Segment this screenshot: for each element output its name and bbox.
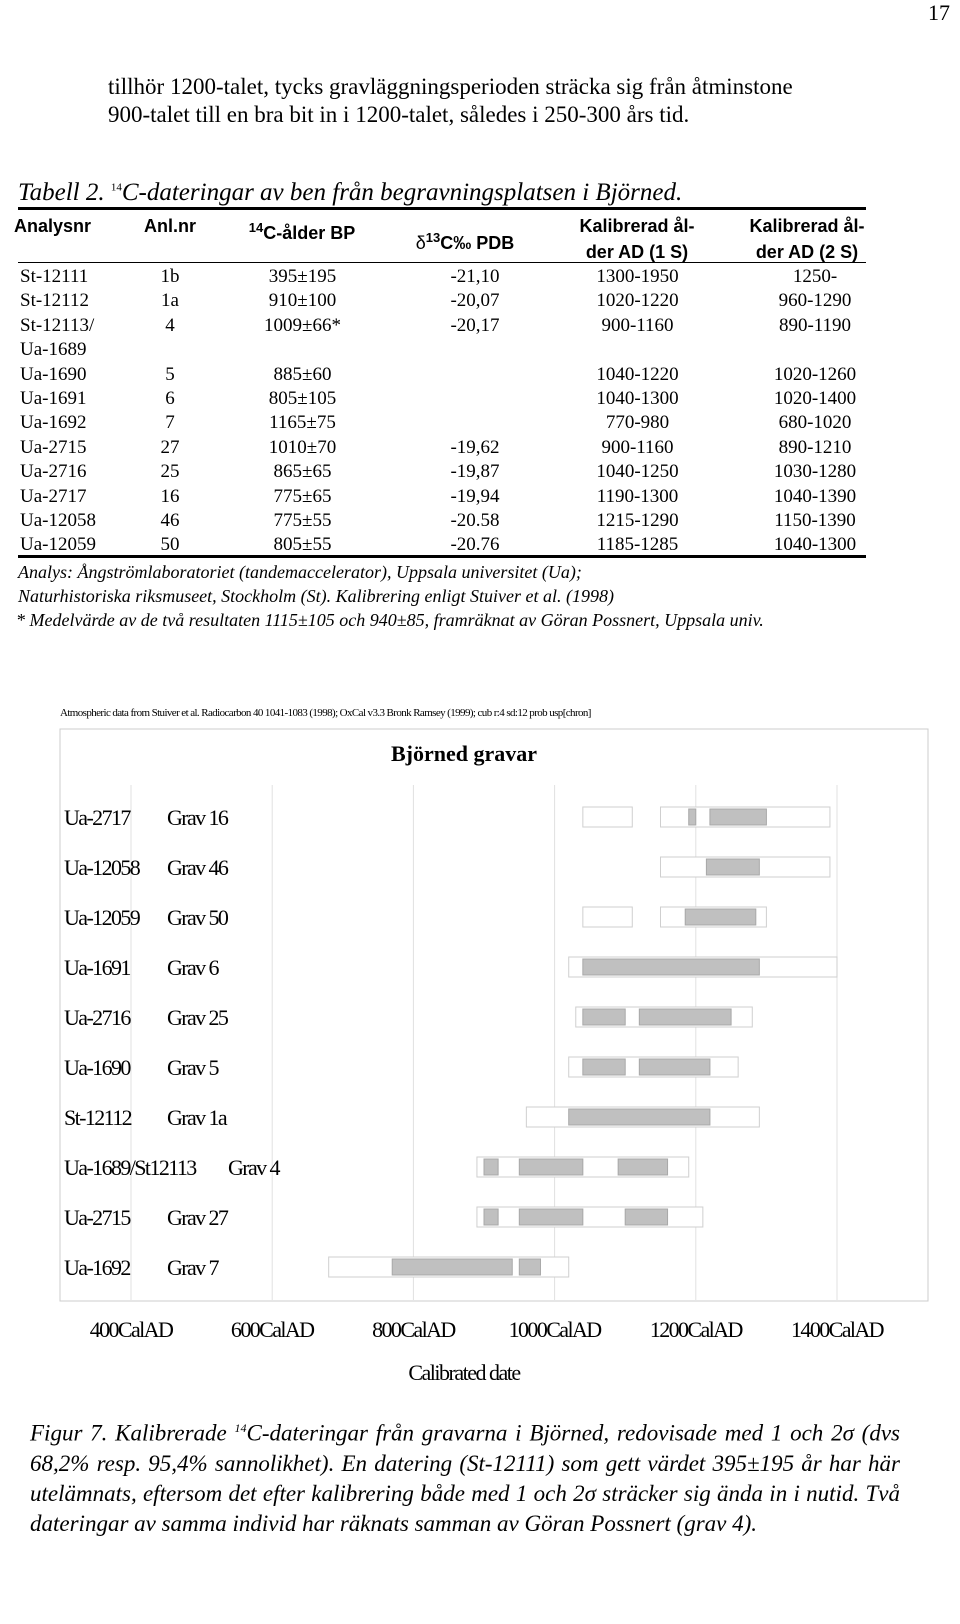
table-cell-analysnr: St-12112 bbox=[20, 290, 89, 312]
table-cell: 1040-1250 bbox=[596, 461, 679, 483]
table-cell: 775±65 bbox=[273, 485, 332, 507]
row-grave-label: Grav 6 bbox=[167, 955, 218, 980]
header-delta-sup: 13 bbox=[425, 230, 441, 245]
row-grave-label: Grav 50 bbox=[167, 905, 228, 930]
table-cell: 960-1290 bbox=[778, 290, 852, 312]
table-cell: 910±100 bbox=[268, 290, 337, 312]
table-cell-analysnr: Ua-1689 bbox=[20, 339, 87, 361]
range-1sigma-bar bbox=[484, 1159, 498, 1175]
table-cell: 1010±70 bbox=[268, 436, 337, 458]
table-cell: 1020-1400 bbox=[773, 388, 857, 409]
table-cell: 885±60 bbox=[273, 363, 332, 385]
range-1sigma-bar bbox=[625, 1209, 667, 1225]
intro-line-2: 900-talet till en bra bit in i 1200-talet, således i 250-300 års tid. bbox=[108, 102, 690, 127]
table-cell: -20,07 bbox=[450, 290, 500, 312]
range-1sigma-bar bbox=[519, 1259, 540, 1275]
table-cell-analysnr: Ua-12059 bbox=[20, 534, 96, 556]
x-axis-label: Calibrated date bbox=[408, 1360, 520, 1385]
table-cell: 5 bbox=[165, 363, 175, 385]
table-cell: -20,17 bbox=[450, 314, 500, 336]
header-kal2 bbox=[717, 214, 897, 264]
row-grave-label: Grav 5 bbox=[167, 1055, 218, 1080]
row-label: Ua-2716 bbox=[64, 1005, 130, 1030]
chart-title: Björned gravar bbox=[390, 741, 538, 766]
row-label: St-12112 bbox=[64, 1105, 132, 1130]
table-cell: -20.76 bbox=[450, 534, 500, 556]
table-caption-prefix: Tabell 2. bbox=[18, 179, 111, 206]
table-cell: 1215-1290 bbox=[596, 510, 679, 531]
table-cell: 6 bbox=[165, 388, 175, 409]
header-c14-sup: 14 bbox=[248, 220, 264, 235]
table-top-rule bbox=[18, 207, 866, 210]
header-c14-age bbox=[222, 216, 382, 245]
row-grave-label: Grav 7 bbox=[167, 1255, 218, 1280]
range-1sigma-bar bbox=[618, 1159, 667, 1175]
table-cell: 7 bbox=[165, 412, 175, 434]
header-delta13c bbox=[385, 226, 545, 255]
header-kal2-line2: der AD (2 S) bbox=[755, 242, 859, 262]
table-cell: 1020-1260 bbox=[773, 363, 857, 385]
x-tick-label: 1400CalAD bbox=[791, 1317, 883, 1342]
header-kal1 bbox=[552, 214, 722, 264]
range-1sigma-bar bbox=[519, 1159, 583, 1175]
x-tick-label: 1200CalAD bbox=[649, 1317, 742, 1342]
table-cell: 890-1210 bbox=[778, 436, 852, 458]
range-1sigma-bar bbox=[583, 959, 760, 975]
table-caption-sup: 14 bbox=[110, 181, 122, 194]
table-cell: 680-1020 bbox=[778, 412, 852, 434]
row-label: Ua-1689/St12113 bbox=[64, 1155, 196, 1180]
row-grave-label: Grav 4 bbox=[228, 1155, 279, 1180]
row-label: Ua-12058 bbox=[64, 855, 140, 880]
range-1sigma-bar bbox=[710, 809, 766, 825]
table-cell-analysnr: Ua-2715 bbox=[20, 436, 87, 458]
page-number: 17 bbox=[928, 0, 950, 25]
row-label: Ua-12059 bbox=[64, 905, 140, 930]
row-grave-label: Grav 16 bbox=[167, 805, 228, 830]
header-anlnr: Anl.nr bbox=[144, 216, 196, 236]
table-caption-rest: C-dateringar av ben från begravningsplatsen i Björned. bbox=[121, 179, 683, 206]
table-cell: 1b bbox=[160, 266, 180, 287]
figure-caption-prefix: Figur 7. Kalibrerade bbox=[30, 1420, 235, 1446]
figure-caption-rest: C-dateringar från gravarna i Björned, redovisade med 1 och 2σ (dvs 68,2% resp. 95,4% sannolikhet). En datering (St-12111) som gett värdet 395±195 år har här utelämnats, eftersom det efter kalibrering både med 1 och 2σ sträcker sig ända in i nutid. Två dateringar av samma individ har räknats samman av Göran Possnert (grav 4). bbox=[30, 1420, 900, 1536]
range-1sigma-bar bbox=[689, 809, 696, 825]
table-caption bbox=[18, 179, 682, 207]
table-cell-analysnr: St-12113/ bbox=[20, 314, 95, 336]
table-cell: 395±195 bbox=[268, 266, 337, 287]
table-cell: 1190-1300 bbox=[596, 485, 679, 507]
table-cell: 1030-1280 bbox=[773, 461, 857, 483]
header-kal2-line1: Kalibrerad ål- bbox=[749, 216, 865, 236]
table-cell-analysnr: Ua-12058 bbox=[20, 510, 96, 531]
table-cell-analysnr: Ua-1692 bbox=[20, 412, 87, 434]
header-analysnr: Analysnr bbox=[14, 216, 92, 236]
table-cell: 50 bbox=[160, 534, 180, 556]
x-tick-label: 1000CalAD bbox=[508, 1317, 601, 1342]
range-1sigma-bar bbox=[639, 1009, 731, 1025]
table-note-3: * Medelvärde av de två resultaten 1115±105 och 940±85, framräknat av Göran Possnert, Uppsala univ. bbox=[16, 610, 764, 630]
table-cell: -20.58 bbox=[450, 510, 500, 531]
table-cell: 4 bbox=[165, 314, 175, 336]
range-1sigma-bar bbox=[706, 859, 759, 875]
table-cell: 1185-1285 bbox=[596, 534, 679, 556]
table-cell: 805±105 bbox=[268, 388, 337, 409]
table-cell: 1040-1390 bbox=[773, 485, 857, 507]
table-cell: 1009±66* bbox=[264, 314, 341, 336]
header-delta-pre: δ bbox=[415, 233, 426, 253]
range-1sigma-bar bbox=[392, 1259, 512, 1275]
range-2sigma-bar bbox=[583, 807, 632, 827]
x-tick-label: 800CalAD bbox=[372, 1317, 455, 1342]
table-cell: 16 bbox=[160, 485, 180, 507]
range-2sigma-bar bbox=[583, 907, 632, 927]
range-1sigma-bar bbox=[484, 1209, 498, 1225]
table-cell: -19,94 bbox=[450, 485, 500, 507]
row-label: Ua-2715 bbox=[64, 1205, 130, 1230]
range-1sigma-bar bbox=[583, 1059, 625, 1075]
header-c14-rest: C-ålder BP bbox=[263, 223, 356, 243]
table-cell: 805±55 bbox=[273, 534, 332, 556]
table-cell: -21,10 bbox=[450, 266, 500, 287]
range-1sigma-bar bbox=[569, 1109, 710, 1125]
header-delta-rest: C‰ PDB bbox=[440, 233, 515, 253]
row-label: Ua-1692 bbox=[64, 1255, 130, 1280]
table-cell: 1020-1220 bbox=[596, 290, 679, 312]
figure-caption bbox=[30, 1413, 900, 1539]
table-cell: -19,62 bbox=[450, 436, 500, 458]
range-1sigma-bar bbox=[639, 1059, 710, 1075]
table-cell: 865±65 bbox=[273, 461, 332, 483]
range-1sigma-bar bbox=[685, 909, 756, 925]
table-cell: 1040-1300 bbox=[773, 534, 857, 556]
table-cell: 1165±75 bbox=[269, 412, 336, 434]
row-label: Ua-1690 bbox=[64, 1055, 130, 1080]
chart-source-note: Atmospheric data from Stuiver et al. Radiocarbon 40 1041-1083 (1998); OxCal v3.3 Bronk Ramsey (1999); cub r:4 sd:12 prob usp[chron] bbox=[60, 707, 591, 719]
table-cell: 1a bbox=[161, 290, 179, 312]
table-note-2: Naturhistoriska riksmuseet, Stockholm (St). Kalibrering enligt Stuiver et al. (1998) bbox=[18, 586, 614, 606]
table-cell: 775±55 bbox=[273, 510, 332, 531]
table-note-1: Analys: Ångströmlaboratoriet (tandemaccelerator), Uppsala universitet (Ua); bbox=[18, 562, 582, 582]
table-cell: 1040-1300 bbox=[596, 388, 679, 409]
table-cell: 27 bbox=[160, 436, 180, 458]
table-cell-analysnr: Ua-2717 bbox=[20, 485, 87, 507]
intro-line-1: tillhör 1200-talet, tycks gravläggningsperioden sträcka sig från åtminstone bbox=[108, 74, 793, 99]
table-cell: 25 bbox=[160, 461, 180, 483]
row-grave-label: Grav 25 bbox=[167, 1005, 228, 1030]
header-kal1-line1: Kalibrerad ål- bbox=[579, 216, 695, 236]
x-tick-label: 600CalAD bbox=[230, 1317, 314, 1342]
table-cell: -19,87 bbox=[450, 461, 500, 483]
table-cell: 900-1160 bbox=[601, 314, 674, 336]
row-label: Ua-2717 bbox=[64, 805, 130, 830]
table-cell: 770-980 bbox=[605, 412, 670, 434]
table-cell: 890-1190 bbox=[778, 314, 852, 336]
calibration-chart bbox=[0, 725, 960, 1405]
table-cell-analysnr: St-12111 bbox=[20, 266, 89, 287]
range-1sigma-bar bbox=[519, 1209, 583, 1225]
header-kal1-line2: der AD (1 S) bbox=[585, 242, 689, 262]
table-cell: 1250- bbox=[792, 266, 838, 287]
table-cell: 1150-1390 bbox=[774, 510, 856, 531]
x-tick-label: 400CalAD bbox=[89, 1317, 173, 1342]
row-grave-label: Grav 46 bbox=[167, 855, 228, 880]
table-header-rule bbox=[18, 262, 866, 263]
table-cell-analysnr: Ua-1691 bbox=[20, 388, 87, 409]
row-grave-label: Grav 27 bbox=[167, 1205, 228, 1230]
figure-caption-sup: 14 bbox=[234, 1421, 247, 1435]
row-label: Ua-1691 bbox=[64, 955, 130, 980]
table-cell: 1300-1950 bbox=[596, 266, 679, 287]
table-cell: 1040-1220 bbox=[596, 363, 679, 385]
range-2sigma-bar bbox=[477, 1207, 703, 1227]
range-1sigma-bar bbox=[583, 1009, 625, 1025]
table-cell: 46 bbox=[160, 510, 180, 531]
row-grave-label: Grav 1a bbox=[167, 1105, 227, 1130]
table-cell: 900-1160 bbox=[601, 436, 674, 458]
table-cell-analysnr: Ua-1690 bbox=[20, 363, 87, 385]
table-cell-analysnr: Ua-2716 bbox=[20, 461, 87, 483]
